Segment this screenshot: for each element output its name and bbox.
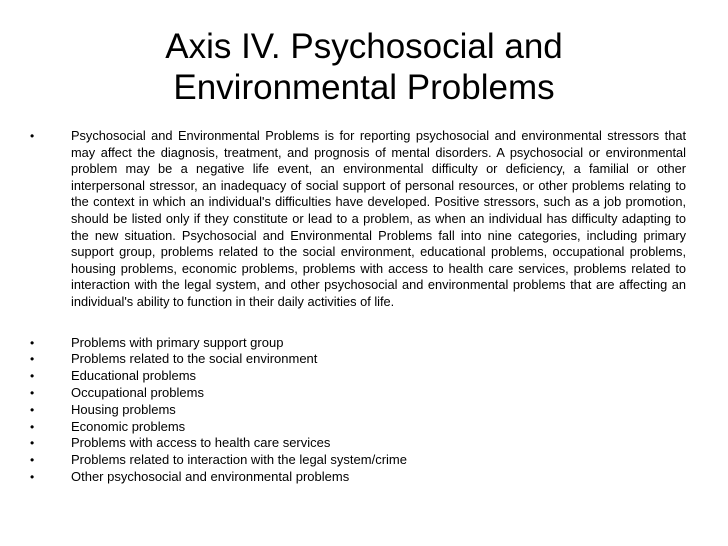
slide-content xyxy=(30,128,686,486)
list-item xyxy=(30,368,686,385)
list-item-text: Problems with primary support group xyxy=(71,334,284,350)
list-item xyxy=(30,419,686,436)
bullet-icon: • xyxy=(30,385,35,400)
list-item-text: Occupational problems xyxy=(71,384,204,400)
list-item-text: Economic problems xyxy=(71,418,186,434)
list-item xyxy=(30,402,686,419)
list-item-text: Other psychosocial and environmental problems xyxy=(71,468,350,484)
bullet-icon: • xyxy=(30,335,35,350)
category-list xyxy=(30,335,686,486)
bullet-icon: • xyxy=(30,129,35,143)
list-item xyxy=(30,452,686,469)
list-item xyxy=(30,385,686,402)
list-item-text: Problems related to interaction with the legal system/crime xyxy=(71,452,407,468)
list-item-text: Educational problems xyxy=(71,368,197,384)
bullet-icon: • xyxy=(30,453,35,468)
title-line-2: Environmental Problems xyxy=(173,68,555,107)
intro-paragraph xyxy=(30,128,686,311)
bullet-icon: • xyxy=(30,369,35,384)
list-item xyxy=(30,335,686,352)
bullet-icon: • xyxy=(30,436,35,451)
list-item xyxy=(30,469,686,486)
list-item xyxy=(30,351,686,368)
paragraph-text: Psychosocial and Environmental Problems is for reporting psychosocial and environmental stressors that may affect the diagnosis, treatment, and prognosis of mental disorders. A psychosocial or environmental problem may be a negative life event, an environmental difficulty or deficiency, a familial or other interpersonal stressor, an inadequacy of social support of personal resources, or other problems relating to the context in which an individual's difficulties have developed. Positive stressors, such as a job promotion, should be listed only if they constitute or lead to a problem, as when an individual has difficulty adapting to the new situation. Psychosocial and Environmental Problems fall into nine categories, including primary support group, problems related to the social environment, educational problems, occupational problems, housing problems, economic problems, problems with access to health care services, problems related to interaction with the legal system, and other psychosocial and environmental problems that are affecting an individual's ability to function in their daily activities of life. xyxy=(71,128,686,309)
bullet-icon: • xyxy=(30,402,35,417)
list-item xyxy=(30,435,686,452)
bullet-icon: • xyxy=(30,352,35,367)
list-item-text: Problems with access to health care services xyxy=(71,435,331,451)
bullet-icon: • xyxy=(30,469,35,484)
title-line-1: Axis IV. Psychosocial and xyxy=(165,27,563,66)
list-item-text: Problems related to the social environment xyxy=(71,351,318,367)
bullet-icon: • xyxy=(30,419,35,434)
list-item-text: Housing problems xyxy=(71,401,176,417)
slide-title xyxy=(80,26,648,108)
